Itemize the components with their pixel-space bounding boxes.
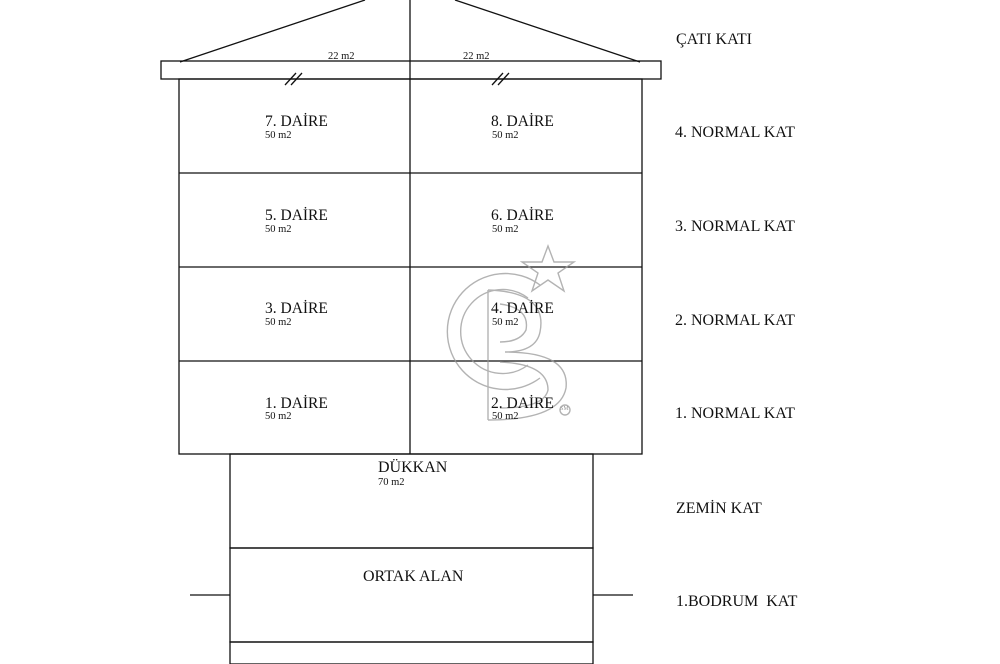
apartment-5-area: 50 m2	[265, 224, 292, 235]
apartment-3-area: 50 m2	[265, 317, 292, 328]
apartment-2-name: 2. DAİRE	[491, 395, 554, 412]
basement-block	[230, 548, 593, 642]
apartment-8-area: 50 m2	[492, 130, 519, 141]
apartment-1-area: 50 m2	[265, 411, 292, 422]
floor-label-basement: 1.BODRUM KAT	[676, 593, 798, 610]
floor-label-roof: ÇATI KATI	[676, 31, 752, 48]
floor-label-4: 4. NORMAL KAT	[675, 124, 795, 141]
apartment-6-area: 50 m2	[492, 224, 519, 235]
floor-label-2: 2. NORMAL KAT	[675, 312, 795, 329]
roof-area-left: 22 m2	[328, 51, 355, 62]
floor-label-ground: ZEMİN KAT	[676, 500, 762, 517]
apartment-2-area: 50 m2	[492, 411, 519, 422]
apartment-7-area: 50 m2	[265, 130, 292, 141]
shop-area: 70 m2	[378, 477, 405, 488]
apartment-3-name: 3. DAİRE	[265, 300, 328, 317]
watermark-star	[522, 246, 574, 291]
apartment-1-name: 1. DAİRE	[265, 395, 328, 412]
apartment-4-name: 4. DAİRE	[491, 300, 554, 317]
common-area-name: ORTAK ALAN	[363, 568, 464, 585]
floor-label-1: 1. NORMAL KAT	[675, 405, 795, 422]
apartment-7-name: 7. DAİRE	[265, 113, 328, 130]
floor-label-3: 3. NORMAL KAT	[675, 218, 795, 235]
apartment-5-name: 5. DAİRE	[265, 207, 328, 224]
watermark-logo	[447, 246, 574, 420]
roof-area-right: 22 m2	[463, 51, 490, 62]
apartment-8-name: 8. DAİRE	[491, 113, 554, 130]
watermark-sm-text: SM	[560, 406, 569, 412]
shop-name: DÜKKAN	[378, 459, 448, 476]
apartment-4-area: 50 m2	[492, 317, 519, 328]
foundation-strip	[230, 642, 593, 664]
apartment-6-name: 6. DAİRE	[491, 207, 554, 224]
roof-eave	[161, 61, 661, 79]
